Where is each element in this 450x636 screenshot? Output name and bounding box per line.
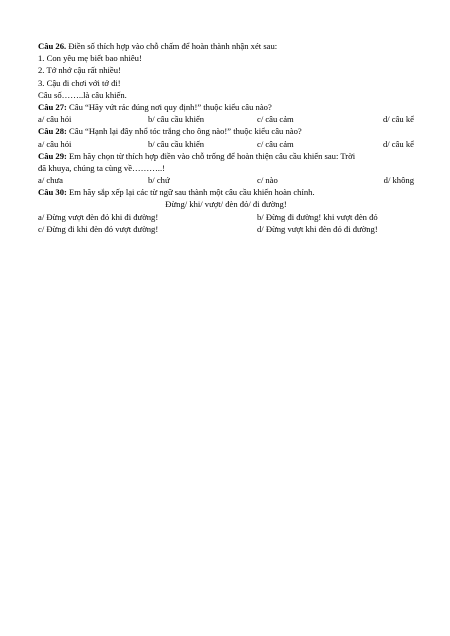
q27-option-b: b/ câu cầu khiến — [148, 114, 205, 125]
worksheet-page — [38, 40, 414, 235]
q27-option-a: a/ câu hỏi — [38, 114, 72, 125]
q30-option-c: c/ Đừng đi khi đèn đỏ vượt đường! — [38, 223, 159, 234]
q26-prompt: Điền số thích hợp vào chỗ chấm để hoàn thành nhận xét sau: — [66, 41, 278, 51]
q30-options-row-2 — [38, 223, 414, 235]
q28-option-c: c/ câu cảm — [257, 138, 294, 149]
q30-options-row-1 — [38, 211, 414, 223]
q28-options — [38, 138, 414, 150]
q27-header — [38, 101, 414, 113]
q29-options — [38, 174, 414, 186]
q26-sentence-3: 3. Cậu đi chơi với tớ đi! — [38, 77, 121, 88]
q26-sentence-2: 2. Tớ nhớ cậu rất nhiều! — [38, 65, 121, 76]
q30-option-b: b/ Đừng đi đường! khi vượt đèn đỏ — [257, 211, 378, 222]
q28-header — [38, 125, 414, 137]
q30-prompt: Em hãy sắp xếp lại các từ ngữ sau thành một câu cầu khiến hoàn chỉnh. — [66, 187, 315, 198]
q29-option-c: c/ nào — [257, 175, 278, 186]
q28-option-d: d/ câu kể — [382, 138, 414, 149]
q29-header — [38, 150, 414, 162]
q29-label: Câu 29: — [38, 150, 67, 161]
q30-word-list: Đừng/ khi/ vượt/ đèn đỏ/ đi đường! — [165, 199, 287, 210]
q28-option-a: a/ câu hỏi — [38, 138, 72, 149]
q28-prompt: Câu “Hạnh lại đây nhổ tóc trắng cho ông nào!” thuộc kiểu câu nào? — [66, 126, 302, 137]
q29-prompt-continued: đã khuya, chúng ta cùng về………..! — [38, 162, 165, 173]
q26-fill-blank: Câu số……..là câu khiến. — [38, 89, 127, 100]
q30-option-a: a/ Đừng vượt đèn đỏ khi đi đường! — [38, 211, 159, 222]
q28-option-b: b/ câu cầu khiến — [148, 138, 205, 149]
q30-option-d: d/ Đừng vượt khi đèn đỏ đi đường! — [257, 223, 378, 234]
q30-label: Câu 30: — [38, 187, 67, 198]
q29-prompt: Em hãy chọn từ thích hợp điền vào chỗ trống để hoàn thiện câu cầu khiến sau: Trời — [66, 150, 356, 161]
q28-label: Câu 28: — [38, 126, 67, 137]
q29-option-d: d/ không — [383, 175, 414, 186]
q27-option-c: c/ câu cảm — [257, 114, 294, 125]
q26-sentence-1: 1. Con yêu mẹ biết bao nhiêu! — [38, 53, 142, 64]
q29-option-a: a/ chưa — [38, 175, 63, 186]
q30-header — [38, 186, 414, 198]
q27-option-d: d/ câu kể — [382, 114, 414, 125]
q27-label: Câu 27: — [38, 101, 67, 112]
q29-option-b: b/ chứ — [148, 175, 170, 186]
q26-label: Câu 26. — [38, 41, 67, 51]
q27-prompt: Câu “Hãy vứt rác đúng nơi quy định!” thuộc kiểu câu nào? — [66, 101, 272, 112]
q26-header — [38, 40, 414, 52]
q27-options — [38, 113, 414, 125]
